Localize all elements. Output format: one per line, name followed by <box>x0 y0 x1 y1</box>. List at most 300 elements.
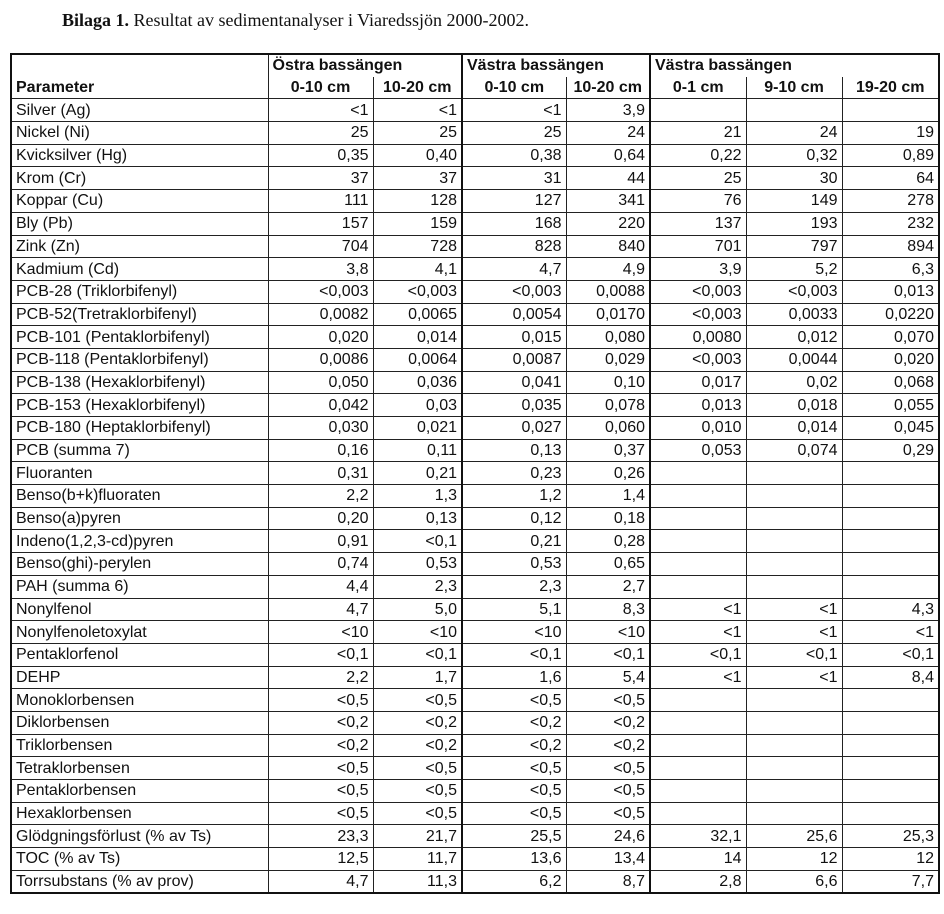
value-cell: 0,0033 <box>746 303 842 326</box>
value-cell: 0,0044 <box>746 348 842 371</box>
value-cell: 4,4 <box>268 575 373 598</box>
table-row <box>11 439 939 462</box>
value-cell <box>746 711 842 734</box>
table-row <box>11 212 939 235</box>
parameter-cell: Glödgningsförlust (% av Ts) <box>11 825 268 848</box>
value-cell: 159 <box>373 212 462 235</box>
column-header: 19-20 cm <box>842 77 939 99</box>
value-cell: 0,29 <box>842 439 939 462</box>
group-header-row <box>11 54 939 77</box>
value-cell: <0,2 <box>373 711 462 734</box>
value-cell <box>650 553 746 576</box>
value-cell <box>842 462 939 485</box>
value-cell: <0,5 <box>566 802 650 825</box>
value-cell: 4,9 <box>566 258 650 281</box>
value-cell: <0,5 <box>462 689 566 712</box>
value-cell: 0,053 <box>650 439 746 462</box>
value-cell <box>746 485 842 508</box>
value-cell <box>746 553 842 576</box>
value-cell: 0,010 <box>650 417 746 440</box>
value-cell: 24 <box>746 122 842 145</box>
value-cell: 0,0170 <box>566 303 650 326</box>
value-cell: 2,3 <box>462 575 566 598</box>
value-cell: 894 <box>842 235 939 258</box>
value-cell <box>746 780 842 803</box>
value-cell: <0,1 <box>842 643 939 666</box>
parameter-cell: PCB-101 (Pentaklorbifenyl) <box>11 326 268 349</box>
value-cell: 0,37 <box>566 439 650 462</box>
column-header: 10-20 cm <box>566 77 650 99</box>
value-cell <box>746 802 842 825</box>
value-cell: 168 <box>462 212 566 235</box>
column-header: 0-1 cm <box>650 77 746 99</box>
value-cell: <0,2 <box>462 734 566 757</box>
value-cell: 11,3 <box>373 870 462 893</box>
value-cell: <0,5 <box>373 802 462 825</box>
value-cell <box>842 734 939 757</box>
value-cell: 13,6 <box>462 848 566 871</box>
table-row <box>11 507 939 530</box>
value-cell <box>842 757 939 780</box>
value-cell: 0,013 <box>650 394 746 417</box>
value-cell: 341 <box>566 190 650 213</box>
value-cell: <0,2 <box>373 734 462 757</box>
value-cell: 19 <box>842 122 939 145</box>
parameter-cell: Kvicksilver (Hg) <box>11 144 268 167</box>
value-cell: 5,4 <box>566 666 650 689</box>
parameter-cell: Benso(b+k)fluoraten <box>11 485 268 508</box>
sediment-results-table <box>10 53 940 894</box>
value-cell: 37 <box>373 167 462 190</box>
value-cell: 12 <box>746 848 842 871</box>
value-cell: 1,3 <box>373 485 462 508</box>
value-cell <box>842 553 939 576</box>
value-cell <box>650 734 746 757</box>
parameter-cell: PAH (summa 6) <box>11 575 268 598</box>
table-row <box>11 462 939 485</box>
value-cell: 0,12 <box>462 507 566 530</box>
parameter-cell: PCB-180 (Heptaklorbifenyl) <box>11 417 268 440</box>
value-cell: 0,20 <box>268 507 373 530</box>
value-cell <box>746 734 842 757</box>
parameter-cell: TOC (% av Ts) <box>11 848 268 871</box>
value-cell: 3,8 <box>268 258 373 281</box>
parameter-cell: Triklorbensen <box>11 734 268 757</box>
value-cell: 2,8 <box>650 870 746 893</box>
value-cell: <0,1 <box>268 643 373 666</box>
column-header-row <box>11 77 939 99</box>
value-cell: <1 <box>462 99 566 122</box>
value-cell: 44 <box>566 167 650 190</box>
value-cell: <1 <box>746 666 842 689</box>
value-cell: 0,26 <box>566 462 650 485</box>
value-cell <box>746 507 842 530</box>
value-cell: 0,32 <box>746 144 842 167</box>
value-cell: <0,1 <box>650 643 746 666</box>
value-cell: 25,3 <box>842 825 939 848</box>
parameter-cell: Krom (Cr) <box>11 167 268 190</box>
value-cell: 0,074 <box>746 439 842 462</box>
value-cell <box>842 575 939 598</box>
value-cell: 0,029 <box>566 348 650 371</box>
value-cell: 25 <box>268 122 373 145</box>
value-cell: <0,1 <box>746 643 842 666</box>
value-cell: 12,5 <box>268 848 373 871</box>
value-cell: <0,2 <box>268 711 373 734</box>
header-blank-cell <box>11 54 268 77</box>
value-cell: 8,3 <box>566 598 650 621</box>
table-row <box>11 235 939 258</box>
table-row <box>11 575 939 598</box>
table-row <box>11 326 939 349</box>
value-cell: 137 <box>650 212 746 235</box>
value-cell: 0,0064 <box>373 348 462 371</box>
value-cell <box>842 530 939 553</box>
value-cell: <1 <box>268 99 373 122</box>
value-cell: <0,5 <box>268 802 373 825</box>
value-cell: 0,21 <box>462 530 566 553</box>
table-row <box>11 643 939 666</box>
value-cell: 0,042 <box>268 394 373 417</box>
value-cell <box>842 485 939 508</box>
value-cell: 0,0065 <box>373 303 462 326</box>
value-cell <box>650 711 746 734</box>
value-cell: 220 <box>566 212 650 235</box>
value-cell: <0,003 <box>650 303 746 326</box>
value-cell: 25 <box>650 167 746 190</box>
value-cell: <0,003 <box>650 280 746 303</box>
value-cell: 2,2 <box>268 485 373 508</box>
parameter-cell: Koppar (Cu) <box>11 190 268 213</box>
value-cell: 1,7 <box>373 666 462 689</box>
value-cell: 0,021 <box>373 417 462 440</box>
value-cell: 6,2 <box>462 870 566 893</box>
value-cell <box>746 99 842 122</box>
table-row <box>11 417 939 440</box>
table-row <box>11 802 939 825</box>
value-cell: <10 <box>373 621 462 644</box>
value-cell <box>746 575 842 598</box>
value-cell: 0,020 <box>842 348 939 371</box>
parameter-cell: Benso(ghi)-perylen <box>11 553 268 576</box>
value-cell: 64 <box>842 167 939 190</box>
value-cell: <0,003 <box>650 348 746 371</box>
value-cell: <1 <box>746 598 842 621</box>
table-row <box>11 825 939 848</box>
value-cell: 0,0088 <box>566 280 650 303</box>
group-header-vastra-1: Västra bassängen <box>462 54 650 77</box>
value-cell <box>650 575 746 598</box>
value-cell: 0,027 <box>462 417 566 440</box>
parameter-cell: PCB (summa 7) <box>11 439 268 462</box>
table-row <box>11 99 939 122</box>
table-row <box>11 598 939 621</box>
value-cell: <0,2 <box>566 734 650 757</box>
value-cell: <0,1 <box>373 530 462 553</box>
parameter-cell: PCB-28 (Triklorbifenyl) <box>11 280 268 303</box>
value-cell <box>842 689 939 712</box>
value-cell: 0,0082 <box>268 303 373 326</box>
parameter-cell: PCB-52(Tretraklorbifenyl) <box>11 303 268 326</box>
value-cell: <10 <box>268 621 373 644</box>
value-cell: 232 <box>842 212 939 235</box>
table-row <box>11 303 939 326</box>
value-cell: 31 <box>462 167 566 190</box>
value-cell: 0,28 <box>566 530 650 553</box>
value-cell: 37 <box>268 167 373 190</box>
value-cell: <0,2 <box>462 711 566 734</box>
table-row <box>11 258 939 281</box>
value-cell: <0,5 <box>373 780 462 803</box>
parameter-cell: Tetraklorbensen <box>11 757 268 780</box>
parameter-cell: Pentaklorfenol <box>11 643 268 666</box>
value-cell: <0,5 <box>566 780 650 803</box>
value-cell: 0,012 <box>746 326 842 349</box>
value-cell: 0,16 <box>268 439 373 462</box>
table-row <box>11 848 939 871</box>
value-cell: 0,22 <box>650 144 746 167</box>
table-row <box>11 780 939 803</box>
value-cell: 128 <box>373 190 462 213</box>
parameter-cell: PCB-118 (Pentaklorbifenyl) <box>11 348 268 371</box>
table-row <box>11 167 939 190</box>
value-cell: 0,020 <box>268 326 373 349</box>
parameter-cell: Nonylfenol <box>11 598 268 621</box>
value-cell: 0,65 <box>566 553 650 576</box>
value-cell <box>650 689 746 712</box>
table-row <box>11 530 939 553</box>
value-cell: 0,64 <box>566 144 650 167</box>
value-cell: <0,003 <box>746 280 842 303</box>
value-cell: <0,5 <box>462 757 566 780</box>
value-cell: 4,7 <box>268 598 373 621</box>
value-cell: <0,5 <box>566 689 650 712</box>
title-prefix: Bilaga 1. <box>62 10 130 30</box>
value-cell: <0,1 <box>462 643 566 666</box>
value-cell: 4,7 <box>268 870 373 893</box>
value-cell: 7,7 <box>842 870 939 893</box>
value-cell: 8,4 <box>842 666 939 689</box>
value-cell <box>650 462 746 485</box>
value-cell: 0,0054 <box>462 303 566 326</box>
value-cell: 6,6 <box>746 870 842 893</box>
value-cell: 0,014 <box>373 326 462 349</box>
table-row <box>11 348 939 371</box>
parameter-cell: Diklorbensen <box>11 711 268 734</box>
parameter-cell: Indeno(1,2,3-cd)pyren <box>11 530 268 553</box>
value-cell: 157 <box>268 212 373 235</box>
value-cell: 0,89 <box>842 144 939 167</box>
title-text: Resultat av sedimentanalyser i Viaredssjön 2000-2002. <box>129 10 530 30</box>
value-cell <box>650 530 746 553</box>
parameter-cell: Bly (Pb) <box>11 212 268 235</box>
parameter-cell: Nickel (Ni) <box>11 122 268 145</box>
value-cell: 127 <box>462 190 566 213</box>
value-cell <box>842 780 939 803</box>
value-cell: <0,5 <box>462 802 566 825</box>
value-cell <box>650 757 746 780</box>
value-cell: <1 <box>373 99 462 122</box>
value-cell: 25 <box>373 122 462 145</box>
table-row <box>11 485 939 508</box>
value-cell: 14 <box>650 848 746 871</box>
group-header-ostra: Östra bassängen <box>268 54 462 77</box>
value-cell <box>842 507 939 530</box>
value-cell: 0,036 <box>373 371 462 394</box>
column-header: 9-10 cm <box>746 77 842 99</box>
value-cell: 728 <box>373 235 462 258</box>
value-cell: <0,5 <box>268 757 373 780</box>
value-cell: 0,35 <box>268 144 373 167</box>
value-cell <box>746 530 842 553</box>
value-cell: 21 <box>650 122 746 145</box>
value-cell: <10 <box>462 621 566 644</box>
value-cell: 24 <box>566 122 650 145</box>
value-cell: 0,035 <box>462 394 566 417</box>
value-cell <box>650 802 746 825</box>
column-header: 10-20 cm <box>373 77 462 99</box>
value-cell: <1 <box>746 621 842 644</box>
parameter-cell: Benso(a)pyren <box>11 507 268 530</box>
value-cell: 0,74 <box>268 553 373 576</box>
document-title <box>62 10 529 31</box>
value-cell <box>650 780 746 803</box>
value-cell: 12 <box>842 848 939 871</box>
value-cell: 0,0220 <box>842 303 939 326</box>
table-body <box>11 99 939 894</box>
parameter-cell: PCB-138 (Hexaklorbifenyl) <box>11 371 268 394</box>
value-cell: <1 <box>842 621 939 644</box>
value-cell: 76 <box>650 190 746 213</box>
table-row <box>11 280 939 303</box>
value-cell: <0,5 <box>268 689 373 712</box>
value-cell: 3,9 <box>650 258 746 281</box>
value-cell: 840 <box>566 235 650 258</box>
value-cell: 0,18 <box>566 507 650 530</box>
value-cell: 111 <box>268 190 373 213</box>
table-row <box>11 870 939 893</box>
value-cell: 13,4 <box>566 848 650 871</box>
value-cell: <0,2 <box>268 734 373 757</box>
parameter-cell: Nonylfenoletoxylat <box>11 621 268 644</box>
value-cell: 0,91 <box>268 530 373 553</box>
parameter-header: Parameter <box>11 77 268 99</box>
value-cell: 0,53 <box>462 553 566 576</box>
value-cell: 0,10 <box>566 371 650 394</box>
table-row <box>11 689 939 712</box>
value-cell: 0,23 <box>462 462 566 485</box>
value-cell <box>650 99 746 122</box>
value-cell: 1,2 <box>462 485 566 508</box>
value-cell: <1 <box>650 598 746 621</box>
value-cell: <0,1 <box>373 643 462 666</box>
column-header: 0-10 cm <box>462 77 566 99</box>
value-cell: 0,030 <box>268 417 373 440</box>
value-cell: 0,40 <box>373 144 462 167</box>
table-row <box>11 553 939 576</box>
value-cell: 0,068 <box>842 371 939 394</box>
table-row <box>11 394 939 417</box>
value-cell: 0,0087 <box>462 348 566 371</box>
table-row <box>11 666 939 689</box>
value-cell: 828 <box>462 235 566 258</box>
value-cell: <0,003 <box>373 280 462 303</box>
value-cell: 0,014 <box>746 417 842 440</box>
value-cell: 149 <box>746 190 842 213</box>
value-cell: <0,5 <box>268 780 373 803</box>
parameter-cell: PCB-153 (Hexaklorbifenyl) <box>11 394 268 417</box>
value-cell: 0,02 <box>746 371 842 394</box>
table-row <box>11 190 939 213</box>
value-cell <box>842 711 939 734</box>
column-header: 0-10 cm <box>268 77 373 99</box>
table-row <box>11 621 939 644</box>
parameter-cell: Hexaklorbensen <box>11 802 268 825</box>
value-cell <box>746 689 842 712</box>
value-cell: 278 <box>842 190 939 213</box>
value-cell <box>842 802 939 825</box>
value-cell: 23,3 <box>268 825 373 848</box>
value-cell: 4,1 <box>373 258 462 281</box>
value-cell: 30 <box>746 167 842 190</box>
parameter-cell: Silver (Ag) <box>11 99 268 122</box>
value-cell: 0,045 <box>842 417 939 440</box>
value-cell: 797 <box>746 235 842 258</box>
value-cell: 4,7 <box>462 258 566 281</box>
value-cell: <0,003 <box>462 280 566 303</box>
value-cell <box>746 462 842 485</box>
value-cell: 701 <box>650 235 746 258</box>
value-cell: 0,38 <box>462 144 566 167</box>
value-cell: <0,5 <box>462 780 566 803</box>
value-cell: 4,3 <box>842 598 939 621</box>
value-cell: 0,017 <box>650 371 746 394</box>
parameter-cell: Monoklorbensen <box>11 689 268 712</box>
value-cell <box>650 507 746 530</box>
value-cell: 0,21 <box>373 462 462 485</box>
value-cell: 0,013 <box>842 280 939 303</box>
value-cell: 2,7 <box>566 575 650 598</box>
value-cell: 32,1 <box>650 825 746 848</box>
parameter-cell: Torrsubstans (% av prov) <box>11 870 268 893</box>
value-cell: 25 <box>462 122 566 145</box>
value-cell: 0,53 <box>373 553 462 576</box>
table-row <box>11 757 939 780</box>
value-cell: <0,5 <box>373 689 462 712</box>
value-cell: 0,11 <box>373 439 462 462</box>
table-row <box>11 711 939 734</box>
value-cell: <0,2 <box>566 711 650 734</box>
value-cell: <0,003 <box>268 280 373 303</box>
value-cell: 3,9 <box>566 99 650 122</box>
value-cell: 5,2 <box>746 258 842 281</box>
value-cell: 0,055 <box>842 394 939 417</box>
value-cell: 24,6 <box>566 825 650 848</box>
parameter-cell: Zink (Zn) <box>11 235 268 258</box>
value-cell: 0,070 <box>842 326 939 349</box>
value-cell: 193 <box>746 212 842 235</box>
value-cell: 0,13 <box>462 439 566 462</box>
value-cell: 0,080 <box>566 326 650 349</box>
table-row <box>11 122 939 145</box>
value-cell: 2,3 <box>373 575 462 598</box>
value-cell <box>746 757 842 780</box>
parameter-cell: Pentaklorbensen <box>11 780 268 803</box>
value-cell: 0,041 <box>462 371 566 394</box>
table-row <box>11 734 939 757</box>
value-cell: 0,078 <box>566 394 650 417</box>
value-cell: <0,5 <box>373 757 462 780</box>
